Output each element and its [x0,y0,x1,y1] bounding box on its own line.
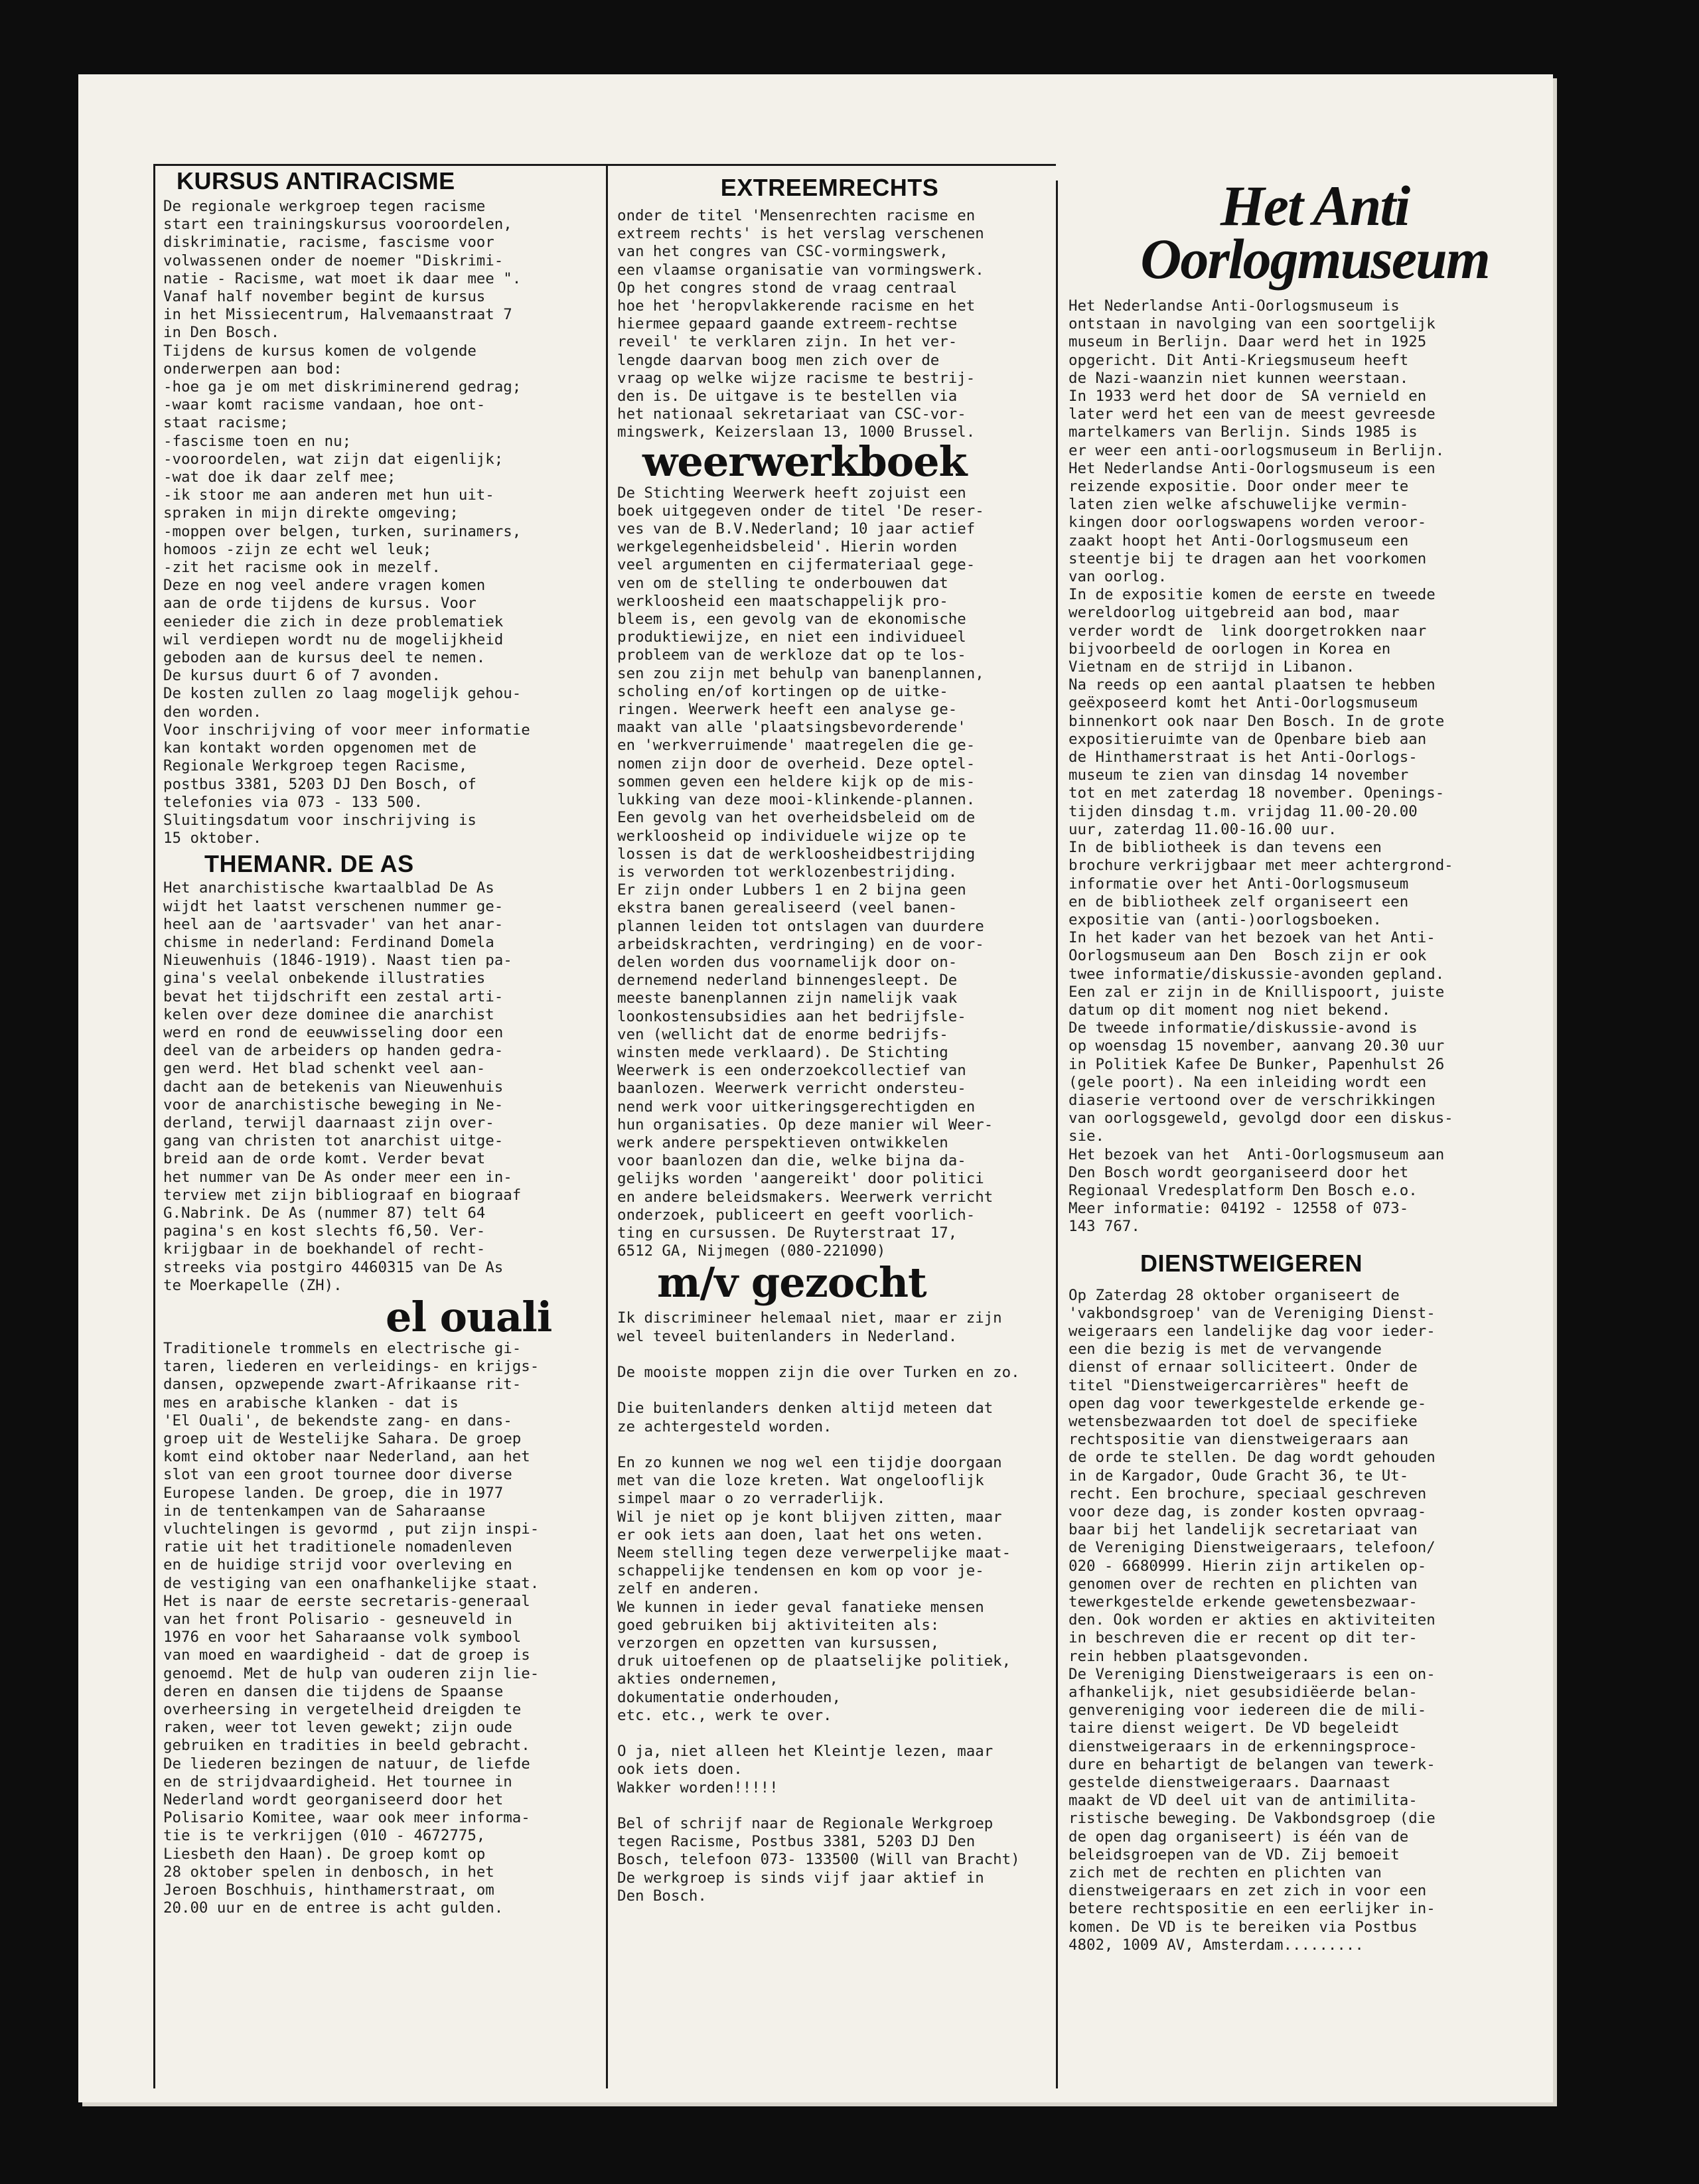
weerwerkboek-text: De Stichting Weerwerk heeft zojuist een boek uitgegeven onder de titel 'De reser- ves van de B.V.Nederland; 10 jaar actief werkgelegenheidsbeleid'. Hierin worden veel argumenten en cijfermateriaal gege- ven om de stelling te onderbouwen dat werkloosheid een maatschappelijk pro- bleem is, een gevolg van de ekonomische produktiewijze, en niet een individueel probleem van de werkloze dat op te los- sen zou zijn met behulp van banenplannen, scholing en/of kortingen op de uitke- ringen. Weerwerk heeft een analyse ge- maakt van alle 'plaatsingsbevorderende' en 'werkverruimende' maatregelen die ge- nomen zijn door de overheid. Deze optel- sommen geven een heldere kijk op de mis- lukking van deze mooi-klinkende-plannen. Een gevolg van het overheidsbeleid om de werkloosheid op individuele wijze op te lossen is dat de werkloosheidbestrijding is verworden tot werklozenbestrijding. Er zijn onder Lubbers 1 en 2 bijna geen ekstra banen gerealiseerd (veel banen- plannen leiden tot ontslagen van duurdere arbeidskrachten, verdringing) en de voor- delen worden dus voornamelijk door on- dernemend nederland binnengesleept. De meeste banenplannen zijn namelijk vaak loonkostensubsidies aan het bedrijfsle- ven (wellicht dat de enorme bedrijfs- winsten mede verklaard). De Stichting Weerwerk is een onderzoekcollectief van baanlozen. Weerwerk verricht ondersteu- nend werk voor uitkeringsgerechtigden en hun organisaties. Op deze manier wil Weer- werk andere perspektieven ontwikkelen voor baanlozen dan die, welke bijna da- gelijks worden 'aangereikt' door politici en andere beleidsmakers. Weerwerk verricht onderzoek, publiceert en geeft voorlich- ting en cursussen. De Ruyterstraat 17, 6512 GA, Nijmegen (080-221090) [617,484,994,1260]
anti-oorlogmuseum-heading: Het Anti Oorlogmuseum [1140,179,1489,291]
left-column [163,167,601,2092]
column-rule-2 [1056,181,1058,2088]
middle-column [617,174,1055,2098]
mv-gezocht-heading: m/v gezocht [657,1258,926,1307]
el-ouali-text: Traditionele trommels en electrische gi- taren, liederen en verleidings- en krijgs- dansen, opzwepende zwart-Afrikaanse rit- mes en arabische klanken - dat is 'El Ouali', de bekendste zang- en dans- groep uit de Westelijke Sahara. De groep komt eind oktober naar Nederland, aan het slot van een groot tournee door diverse Europese landen. De groep, die in 1977 in de tentenkampen van de Saharaanse vluchtelingen is gevormd , put zijn inspi- ratie uit het traditionele nomadenleven en de huidige strijd voor overleving en de vestiging van een onafhankelijke staat. Het is naar de eerste secretaris-generaal van het front Polisario - gesneuveld in 1976 en voor het Saharaanse volk symbool van moed en waardigheid - dat de groep is genoemd. Met de hulp van ouderen zijn lie- deren en dansen die tijdens de Spaanse overheersing in vergetelheid dreigden te raken, weer tot leven gewekt; zijn oude gebruiken en tradities in beeld gebracht. De liederen bezingen de natuur, de liefde en de strijdvaardigheid. Het tournee in Nederland wordt georganiseerd door het Polisario Komitee, waar ook meer informa- tie is te verkrijgen (010 - 4672775, Liesbeth den Haan). De groep komt op 28 oktober spelen in denbosch, in het Jeroen Boschhuis, hinthamerstraat, om 20.00 uur en de entree is acht gulden. [163,1339,540,1917]
top-rule-middle [606,164,1056,166]
right-column [1069,179,1541,2090]
anti-oorlogmuseum-text: Het Nederlandse Anti-Oorlogsmuseum is ontstaan in navolging van een soortgelijk museum in Berlijn. Daar werd het in 1925 opgericht. Dit Anti-Kriegsmuseum heeft de Nazi-waanzin niet kunnen weerstaan. In 1933 werd het door de SA vernield en later werd het een van de meest gevreesde martelkamers van Berlijn. Sinds 1985 is er weer een anti-oorlogsmuseum in Berlijn. Het Nederlandse Anti-Oorlogsmuseum is een reizende expositie. Door onder meer te laten zien welke afschuwelijke vermin- kingen door oorlogswapens worden veroor- zaakt hoopt het Anti-Oorlogsmuseum een steentje bij te dragen aan het voorkomen van oorlog. In de expositie komen de eerste en tweede wereldoorlog uitgebreid aan bod, maar verder wordt de link doorgetrokken naar bijvoorbeeld de oorlogen in Korea en Vietnam en de strijd in Libanon. Na reeds op een aantal plaatsen te hebben geëxposeerd komt het Anti-Oorlogsmuseum binnenkort ook naar Den Bosch. In de grote expositieruimte van de Openbare bieb aan de Hinthamerstraat is het Anti-Oorlogs- museum te zien van dinsdag 14 november tot en met zaterdag 18 november. Openings- tijden dinsdag t.m. vrijdag 11.00-20.00 uur, zaterdag 11.00-16.00 uur. In de bibliotheek is dan tevens een brochure verkrijgbaar met meer achtergrond- informatie over het Anti-Oorlogsmuseum en de bibliotheek zelf organiseert een expositie van (anti-)oorlogsboeken. In het kader van het bezoek van het Anti- Oorlogsmuseum aan Den Bosch zijn er ook twee informatie/diskussie-avonden gepland. Een zal er zijn in de Knillispoort, juiste datum op dit moment nog niet bekend. De tweede informatie/diskussie-avond is op woensdag 15 november, aanvang 20.30 uur in Politiek Kafee De Bunker, Papenhulst 26 (gele poort). Na een inleiding wordt een diaserie vertoond over de verschrikkingen van oorlogsgeweld, gevolgd door een diskus- sie. Het bezoek van het Anti-Oorlogsmuseum aan Den Bosch wordt georganiseerd door het Regionaal Vredesplatform Den Bosch e.o. Meer informatie: 04192 - 12558 of 073- 143 767. [1069,297,1453,1236]
dienstweigeren-heading: DIENSTWEIGEREN [1140,1249,1363,1277]
mv-gezocht-text: Ik discrimineer helemaal niet, maar er zijn wel teveel buitenlanders in Nederland. De mooiste moppen zijn die over Turken en zo. Die buitenlanders denken altijd meteen dat ze achtergesteld worden. En zo kunnen we nog wel een tijdje doorgaan met van die loze kreten. Wat ongelooflijk simpel maar o zo verraderlijk. Wil je niet op je kont blijven zitten, maar er ook iets aan doen, laat het ons weten. Neem stelling tegen deze verwerpelijke maat- schappelijke tendensen en kom op voor je- zelf en anderen. We kunnen in ieder geval fanatieke mensen goed gebruiken bij aktiviteiten als: verzorgen en opzetten van kursussen, druk uitoefenen op de plaatselijke politiek, akties ondernemen, dokumentatie onderhouden, etc. etc., werk te over. O ja, niet alleen het Kleintje lezen, maar ook iets doen. Wakker worden!!!!! Bel of schrijf naar de Regionale Werkgroep tegen Racisme, Postbus 3381, 5203 DJ Den Bosch, telefoon 073- 133500 (Will van Bracht) De werkgroep is sinds vijf jaar aktief in Den Bosch. [617,1309,1020,1905]
kursus-antiracisme-text: De regionale werkgroep tegen racisme start een trainingskursus vooroordelen, diskriminatie, racisme, fascisme voor volwassenen onder de noemer "Diskrimi- natie - Racisme, wat moet ik daar mee ". Vanaf half november begint de kursus in het Missiecentrum, Halvemaanstraat 7 in Den Bosch. Tijdens de kursus komen de volgende onderwerpen aan bod: -hoe ga je om met diskriminerend gedrag; -waar komt racisme vandaan, hoe ont- staat racisme; -fascisme toen en nu; -vooroordelen, wat zijn dat eigenlijk; -wat doe ik daar zelf mee; -ik stoor me aan anderen met hun uit- spraken in mijn direkte omgeving; -moppen over belgen, turken, surinamers, homoos -zijn ze echt wel leuk; -zit het racisme ook in mezelf. Deze en nog veel andere vragen komen aan de orde tijdens de kursus. Voor eenieder die zich in deze problematiek wil verdiepen wordt nu de mogelijkheid geboden aan de kursus deel te nemen. De kursus duurt 6 of 7 avonden. De kosten zullen zo laag mogelijk gehou- den worden. Voor inschrijving of voor meer informatie kan kontakt worden opgenomen met de Regionale Werkgroep tegen Racisme, postbus 3381, 5203 DJ Den Bosch, of telefonies via 073 - 133 500. Sluitingsdatum voor inschrijving is 15 oktober. [163,198,530,847]
themanr-de-as-heading: THEMANR. DE AS [204,850,414,878]
weerwerkboek-heading: weerwerkboek [642,437,967,486]
themanr-de-as-text: Het anarchistische kwartaalblad De As wijdt het laatst verschenen nummer ge- heel aan de 'aartsvader' van het anar- chisme in nederland: Ferdinand Domela Nieuwenhuis (1846-1919). Naast tien pa- gina's veelal onbekende illustraties bevat het tijdschrift een zestal arti- kelen over deze dominee die anarchist werd en rond de eeuwwisseling door een deel van de arbeiders op handen gedra- gen werd. Het blad schenkt veel aan- dacht aan de betekenis van Nieuwenhuis voor de anarchistische beweging in Ne- derland, terwijl daarnaast zijn over- gang van christen tot anarchist uitge- breid aan de orde komt. Verder bevat het nummer van De As onder meer een in- terview met zijn bibliograaf en biograaf G.Nabrink. De As (nummer 87) telt 64 pagina's en kost slechts f6,50. Ver- krijgbaar in de boekhandel of recht- streeks via postgiro 4460315 van De As te Moerkapelle (ZH). [163,879,522,1294]
left-column-rule [153,164,155,2088]
column-rule-1 [606,164,608,2088]
extreemrechts-heading: EXTREEMRECHTS [720,174,939,201]
el-ouali-heading: el ouali [386,1292,552,1341]
top-rule-left [153,164,606,166]
dienstweigeren-text: Op Zaterdag 28 oktober organiseert de 'vakbondsgroep' van de Vereniging Dienst- weigeraars een landelijke dag voor ieder- een die bezig is met de vervangende dienst of ernaar solliciteert. Onder de titel "Dienstweigercarrières" heeft de open dag voor tewerkgestelde erkende ge- wetensbezwaarden tot doel de specifieke rechtspositie van dienstweigeraars aan de orde te stellen. De dag wordt gehouden in de Kargador, Oude Gracht 36, te Ut- recht. Een brochure, speciaal geschreven voor deze dag, is zonder kosten opvraag- baar bij het landelijk secretariaat van de Vereniging Dienstweigeraars, telefoon/ 020 - 6680999. Hierin zijn artikelen op- genomen over de rechten en plichten van tewerkgestelde erkende gewetensbezwaar- den. Ook worden er akties en aktiviteiten in beschreven die er recent op dit ter- rein hebben plaatsgevonden. De Vereniging Dienstweigeraars is een on- afhankelijk, niet gesubsidiëerde belan- genvereniging voor iedereen die de mili- taire dienst weigert. De VD begeleidt dienstweigeraars in de erkenningsproce- dure en behartigt de belangen van tewerk- gestelde dienstweigeraars. Daarnaast maakt de VD deel uit van de antimilita- ristische beweging. De Vakbondsgroep (die de open dag organiseert) is één van de beleidsgroepen van de VD. Zij bemoeit zich met de rechten en plichten van dienstweigeraars en zet zich in voor een betere rechtspositie en een eerlijker in- komen. De VD is te bereiken via Postbus 4802, 1009 AV, Amsterdam......... [1069,1286,1436,1954]
kursus-antiracisme-heading: KURSUS ANTIRACISME [177,167,455,194]
extreemrechts-text: onder de titel 'Mensenrechten racisme en extreem rechts' is het verslag verschenen van het congres van CSC-vormingswerk, een vlaamse organisatie van vormingswerk. Op het congres stond de vraag centraal hoe het 'heropvlakkerende racisme en het hiermee gepaard gaande extreem-rechtse reveil' te verklaren zijn. In het ver- lengde daarvan boog men zich over de vraag op welke wijze racisme te bestrij- den is. De uitgave is te bestellen via het nationaal sekretariaat van CSC-vor- mingswerk, Keizerslaan 13, 1000 Brussel. [617,207,984,441]
newsletter-page [78,74,1553,2102]
